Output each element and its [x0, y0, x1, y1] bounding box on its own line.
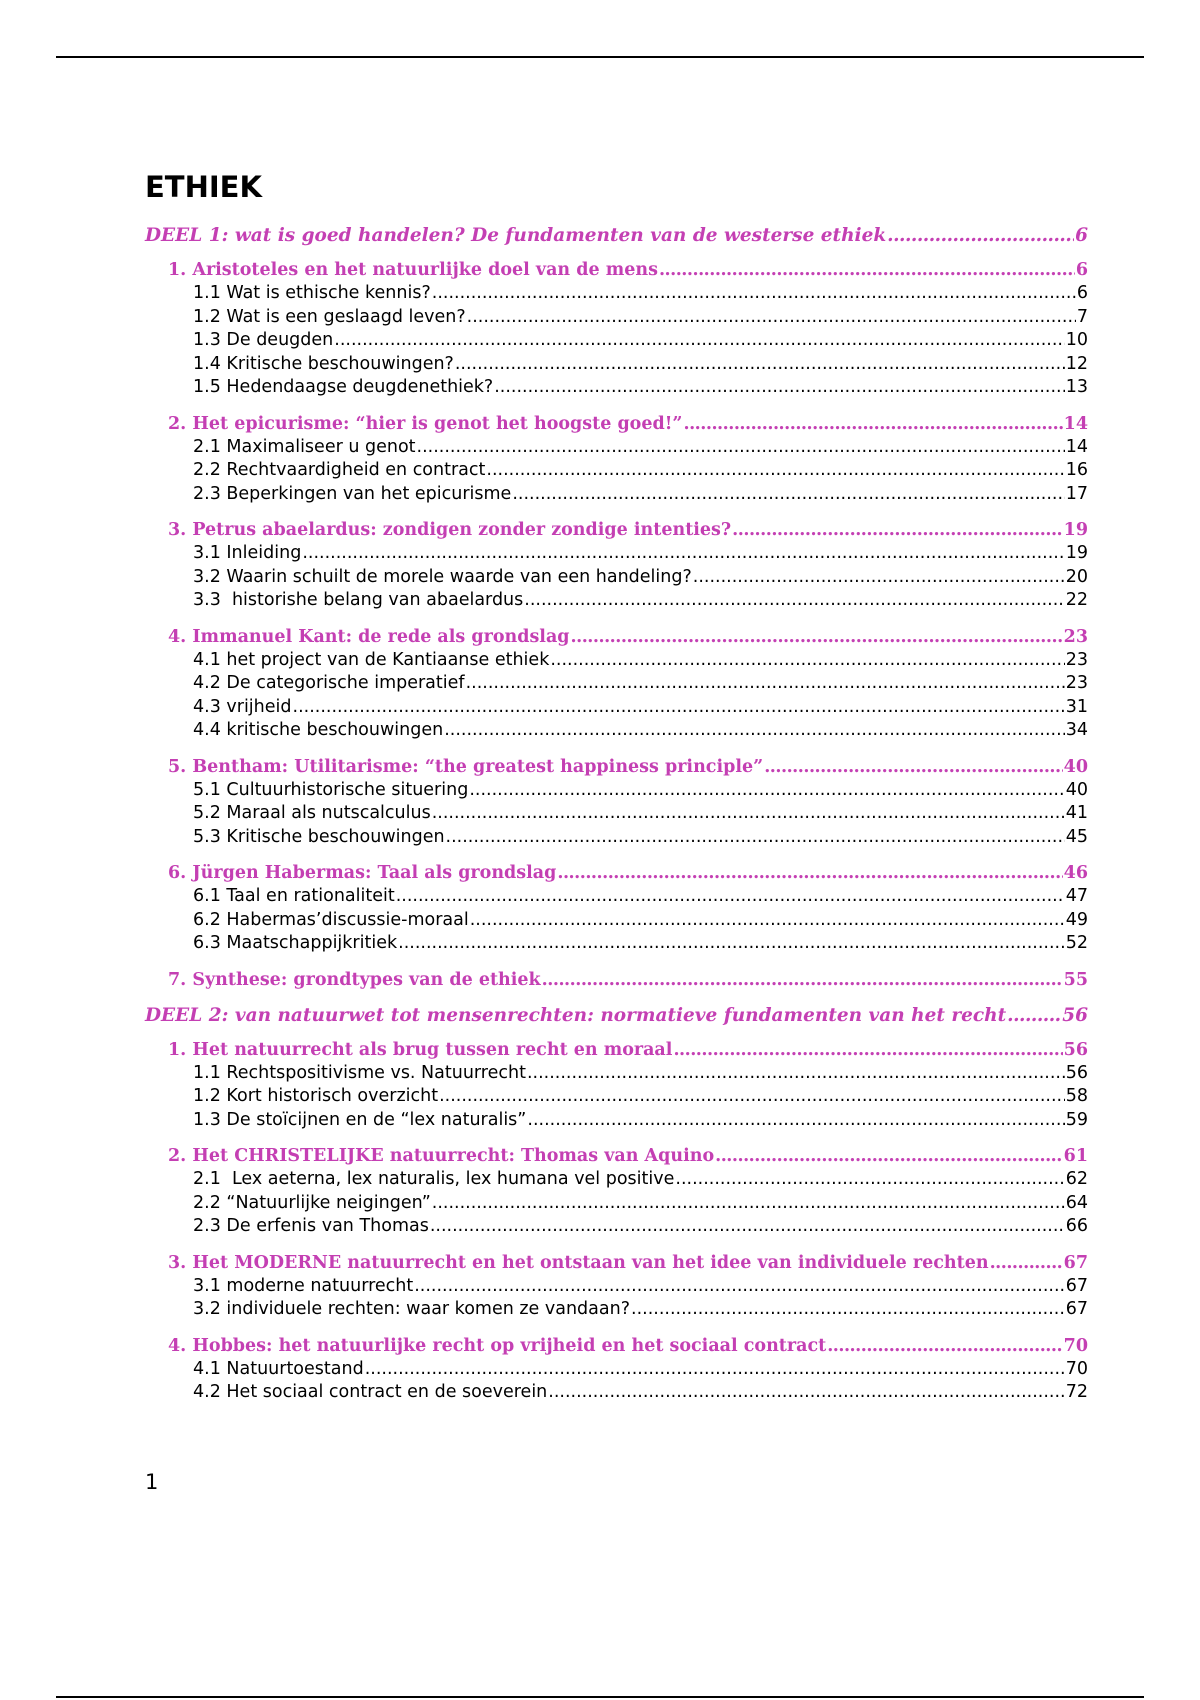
toc-chapter-page: 56 — [1063, 1039, 1088, 1060]
toc-subsection[interactable] — [145, 672, 1088, 696]
toc-subsection-page: 23 — [1065, 649, 1088, 670]
toc-chapter-page: 67 — [1063, 1252, 1088, 1273]
toc-chapter-page: 55 — [1063, 969, 1088, 990]
dot-leader — [631, 1298, 1065, 1322]
toc-chapter-block — [145, 1251, 1088, 1322]
toc-subsection-title: 1.5 Hedendaagse deugdenethiek? — [193, 377, 494, 397]
dot-leader — [571, 625, 1063, 649]
dot-leader — [1007, 1004, 1061, 1028]
toc-subsection-page: 13 — [1065, 377, 1088, 397]
dot-leader — [494, 376, 1065, 400]
toc-chapter-title: 3. Petrus abaelardus: zondigen zonder zondige intenties? — [168, 520, 732, 540]
toc-subsection-page: 23 — [1065, 673, 1088, 693]
dot-leader — [524, 589, 1064, 613]
dot-leader — [673, 1038, 1062, 1062]
dot-leader — [417, 436, 1065, 460]
toc-subsection-title: 1.1 Wat is ethische kennis? — [193, 283, 431, 303]
toc-chapter-title: 2. Het epicurisme: “hier is genot het hoogste goed!” — [168, 413, 683, 434]
dot-leader — [527, 1062, 1065, 1086]
toc-subsection[interactable] — [145, 1275, 1088, 1299]
toc-subsection[interactable] — [145, 306, 1088, 330]
toc-subsection-page: 59 — [1065, 1109, 1088, 1130]
toc-subsection-title: 6.2 Habermas’discussie-moraal — [193, 909, 469, 930]
toc-subsection-page: 10 — [1065, 330, 1088, 350]
toc-chapter-title: 2. Het CHRISTELIJKE natuurrecht: Thomas van Aquino — [168, 1146, 715, 1166]
toc-subsection[interactable] — [145, 329, 1088, 353]
dot-leader — [715, 1144, 1063, 1168]
dot-leader — [439, 1085, 1065, 1109]
footer-rule — [56, 1696, 1144, 1698]
toc-subsection-page: 45 — [1065, 826, 1088, 847]
toc-subsection-title: 3.1 Inleiding — [193, 543, 302, 563]
toc-chapter-block — [145, 412, 1088, 507]
dot-leader — [455, 353, 1065, 377]
toc-subsection[interactable] — [145, 1381, 1088, 1405]
toc-subsection-page: 20 — [1065, 566, 1088, 587]
dot-leader — [302, 542, 1064, 566]
toc-subsection-title: 3.2 individuele rechten: waar komen ze vandaan? — [193, 1299, 630, 1319]
toc-subsection-title: 4.1 het project van de Kantiaanse ethiek — [193, 649, 550, 670]
dot-leader — [486, 459, 1064, 483]
toc-part[interactable] — [145, 1004, 1088, 1028]
toc-chapter-block — [145, 625, 1088, 743]
toc-chapter[interactable] — [145, 258, 1088, 282]
toc-subsection-title: 2.3 Beperkingen van het epicurisme — [193, 483, 512, 504]
toc-chapter-title: 7. Synthese: grondtypes van de ethiek — [168, 969, 541, 990]
toc-subsection-page: 62 — [1065, 1169, 1088, 1189]
dot-leader — [432, 282, 1076, 306]
toc-chapter[interactable] — [145, 412, 1088, 436]
toc-subsection-title: 3.1 moderne natuurrecht — [193, 1275, 414, 1296]
dot-leader — [432, 1192, 1065, 1216]
toc-subsection-title: 4.2 De categorische imperatief — [193, 673, 465, 693]
toc-subsection-page: 49 — [1065, 909, 1088, 930]
toc-chapter-block — [145, 968, 1088, 992]
dot-leader — [365, 1358, 1065, 1382]
dot-leader — [887, 224, 1074, 248]
toc-subsection-page: 58 — [1065, 1086, 1088, 1106]
dot-leader — [542, 968, 1063, 992]
toc-subsection-page: 17 — [1065, 483, 1088, 504]
toc-subsection-title: 5.3 Kritische beschouwingen — [193, 826, 445, 847]
toc-subsection-page: 34 — [1065, 720, 1088, 740]
toc-subsection[interactable] — [145, 483, 1088, 507]
dot-leader — [467, 306, 1076, 330]
header-rule — [56, 56, 1144, 58]
toc-subsection[interactable] — [145, 1168, 1088, 1192]
toc-subsection[interactable] — [145, 826, 1088, 850]
toc-chapter-block — [145, 1334, 1088, 1405]
toc-part-page: 6 — [1075, 225, 1088, 246]
toc-subsection[interactable] — [145, 719, 1088, 743]
toc-part-title: DEEL 2: van natuurwet tot mensenrechten: normatieve fundamenten van het recht — [145, 1004, 1007, 1026]
dot-leader — [414, 1275, 1064, 1299]
toc-subsection-page: 70 — [1065, 1358, 1088, 1379]
toc-subsection-page: 31 — [1065, 696, 1088, 717]
toc-chapter[interactable] — [145, 1038, 1088, 1062]
toc-subsection-title: 1.1 Rechtspositivisme vs. Natuurrecht — [193, 1062, 526, 1083]
table-of-contents — [145, 218, 1088, 1417]
dot-leader — [990, 1251, 1063, 1275]
dot-leader — [334, 329, 1064, 353]
toc-chapter-title: 5. Bentham: Utilitarisme: “the greatest happiness principle” — [168, 756, 764, 777]
toc-subsection-title: 4.1 Natuurtoestand — [193, 1358, 364, 1379]
toc-subsection-page: 56 — [1065, 1062, 1088, 1083]
toc-chapter-block — [145, 258, 1088, 400]
toc-subsection[interactable] — [145, 282, 1088, 306]
dot-leader — [683, 412, 1062, 436]
toc-subsection[interactable] — [145, 909, 1088, 933]
toc-subsection-page: 52 — [1065, 933, 1088, 953]
toc-subsection-title: 4.3 vrijheid — [193, 696, 292, 717]
toc-subsection-page: 67 — [1065, 1299, 1088, 1319]
dot-leader — [430, 1215, 1065, 1239]
toc-chapter-title: 1. Het natuurrecht als brug tussen recht en moraal — [168, 1039, 673, 1060]
toc-subsection[interactable] — [145, 1085, 1088, 1109]
toc-subsection[interactable] — [145, 1192, 1088, 1216]
toc-subsection-title: 2.1 Lex aeterna, lex naturalis, lex humana vel positive — [193, 1169, 675, 1189]
toc-part-page: 56 — [1062, 1004, 1088, 1026]
toc-subsection-page: 6 — [1076, 283, 1088, 303]
toc-chapter-title: 6. Jürgen Habermas: Taal als grondslag — [168, 863, 557, 883]
toc-chapter-block — [145, 1144, 1088, 1239]
dot-leader — [512, 483, 1064, 507]
toc-chapter-page: 46 — [1063, 863, 1088, 883]
toc-subsection[interactable] — [145, 649, 1088, 673]
toc-subsection[interactable] — [145, 1215, 1088, 1239]
toc-chapter-page: 61 — [1063, 1146, 1088, 1166]
toc-subsection-title: 5.2 Maraal als nutscalculus — [193, 803, 431, 823]
toc-subsection[interactable] — [145, 1062, 1088, 1086]
dot-leader — [432, 802, 1065, 826]
toc-subsection-title: 3.2 Waarin schuilt de morele waarde van een handeling? — [193, 566, 692, 587]
dot-leader — [469, 779, 1064, 803]
toc-chapter-page: 19 — [1063, 520, 1088, 540]
dot-leader — [764, 755, 1062, 779]
dot-leader — [557, 861, 1062, 885]
toc-chapter[interactable] — [145, 968, 1088, 992]
toc-subsection-page: 12 — [1065, 353, 1088, 374]
toc-subsection-page: 64 — [1065, 1192, 1088, 1213]
toc-chapter-page: 40 — [1063, 756, 1088, 777]
toc-subsection-title: 4.4 kritische beschouwingen — [193, 720, 444, 740]
toc-chapter-page: 23 — [1063, 626, 1088, 647]
toc-subsection[interactable] — [145, 353, 1088, 377]
toc-subsection[interactable] — [145, 885, 1088, 909]
toc-chapter-title: 4. Hobbes: het natuurlijke recht op vrijheid en het sociaal contract — [168, 1335, 827, 1356]
toc-chapter-block — [145, 755, 1088, 850]
toc-subsection-page: 7 — [1076, 306, 1088, 327]
toc-subsection[interactable] — [145, 589, 1088, 613]
toc-subsection[interactable] — [145, 1358, 1088, 1382]
toc-subsection-page: 40 — [1065, 779, 1088, 800]
toc-subsection-page: 14 — [1065, 436, 1088, 457]
dot-leader — [396, 885, 1065, 909]
dot-leader — [293, 696, 1065, 720]
dot-leader — [693, 566, 1065, 590]
toc-subsection-title: 4.2 Het sociaal contract en de soeverein — [193, 1382, 548, 1402]
toc-subsection-title: 6.3 Maatschappijkritiek — [193, 933, 398, 953]
dot-leader — [470, 909, 1065, 933]
dot-leader — [732, 518, 1062, 542]
toc-subsection-page: 67 — [1065, 1275, 1088, 1296]
toc-subsection-page: 47 — [1065, 886, 1088, 906]
toc-chapter-page: 6 — [1075, 260, 1088, 280]
toc-subsection-title: 1.4 Kritische beschouwingen? — [193, 353, 454, 374]
toc-subsection[interactable] — [145, 779, 1088, 803]
toc-subsection[interactable] — [145, 1298, 1088, 1322]
toc-chapter[interactable] — [145, 1251, 1088, 1275]
toc-subsection-page: 72 — [1065, 1382, 1088, 1402]
toc-subsection-title: 1.2 Kort historisch overzicht — [193, 1086, 439, 1106]
toc-chapter[interactable] — [145, 625, 1088, 649]
toc-subsection-page: 41 — [1065, 803, 1088, 823]
dot-leader — [550, 649, 1064, 673]
toc-subsection[interactable] — [145, 376, 1088, 400]
toc-chapter-title: 1. Aristoteles en het natuurlijke doel van de mens — [168, 260, 658, 280]
toc-chapter-page: 14 — [1063, 413, 1088, 434]
toc-subsection[interactable] — [145, 1109, 1088, 1133]
toc-subsection-page: 19 — [1065, 543, 1088, 563]
toc-chapter[interactable] — [145, 518, 1088, 542]
toc-chapter[interactable] — [145, 1334, 1088, 1358]
toc-subsection-page: 16 — [1065, 460, 1088, 480]
dot-leader — [659, 258, 1075, 282]
toc-part[interactable] — [145, 224, 1088, 248]
toc-part-title: DEEL 1: wat is goed handelen? De fundamenten van de westerse ethiek — [145, 225, 887, 246]
dot-leader — [444, 719, 1065, 743]
toc-chapter-block — [145, 518, 1088, 613]
toc-chapter-block — [145, 861, 1088, 956]
dot-leader — [466, 672, 1065, 696]
document-title: ETHIEK — [145, 170, 262, 204]
toc-subsection-title: 1.3 De deugden — [193, 330, 334, 350]
toc-chapter[interactable] — [145, 1144, 1088, 1168]
toc-subsection[interactable] — [145, 542, 1088, 566]
toc-subsection-page: 22 — [1065, 590, 1088, 610]
toc-subsection-title: 2.2 “Natuurlijke neigingen” — [193, 1192, 431, 1213]
dot-leader — [527, 1109, 1064, 1133]
dot-leader — [827, 1334, 1062, 1358]
toc-subsection[interactable] — [145, 932, 1088, 956]
toc-subsection[interactable] — [145, 802, 1088, 826]
dot-leader — [675, 1168, 1064, 1192]
toc-chapter-page: 70 — [1063, 1335, 1088, 1356]
toc-chapter[interactable] — [145, 755, 1088, 779]
toc-subsection[interactable] — [145, 436, 1088, 460]
toc-subsection[interactable] — [145, 459, 1088, 483]
toc-subsection-title: 2.3 De erfenis van Thomas — [193, 1216, 429, 1236]
dot-leader — [398, 932, 1065, 956]
toc-subsection-title: 6.1 Taal en rationaliteit — [193, 886, 395, 906]
page-number: 1 — [145, 1470, 159, 1494]
toc-subsection-page: 66 — [1065, 1216, 1088, 1236]
toc-subsection[interactable] — [145, 696, 1088, 720]
toc-subsection-title: 3.3 historishe belang van abaelardus — [193, 590, 524, 610]
toc-subsection-title: 2.2 Rechtvaardigheid en contract — [193, 460, 486, 480]
toc-chapter-block — [145, 1038, 1088, 1133]
toc-chapter[interactable] — [145, 861, 1088, 885]
toc-subsection-title: 1.2 Wat is een geslaagd leven? — [193, 306, 466, 327]
toc-subsection-title: 1.3 De stoïcijnen en de “lex naturalis” — [193, 1109, 527, 1130]
dot-leader — [548, 1381, 1064, 1405]
toc-subsection-title: 2.1 Maximaliseer u genot — [193, 436, 416, 457]
toc-subsection[interactable] — [145, 566, 1088, 590]
dot-leader — [446, 826, 1065, 850]
toc-chapter-title: 4. Immanuel Kant: de rede als grondslag — [168, 626, 570, 647]
toc-chapter-title: 3. Het MODERNE natuurrecht en het ontstaan van het idee van individuele rechten — [168, 1252, 989, 1273]
toc-subsection-title: 5.1 Cultuurhistorische situering — [193, 779, 469, 800]
